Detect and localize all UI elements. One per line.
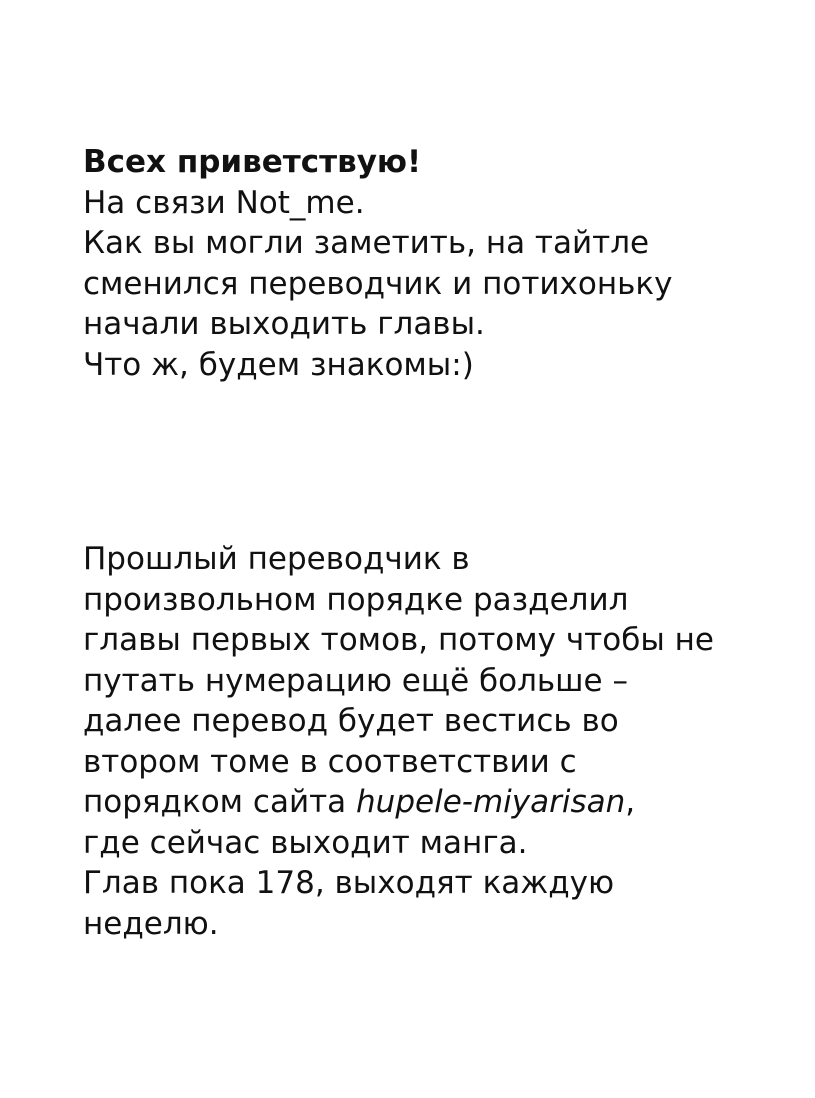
notice-site-name: hupele-miyarisan [356, 784, 626, 820]
notice-line: главы первых томов, потому чтобы не [83, 622, 714, 658]
greeting-line: На связи Not_me. [83, 184, 365, 221]
notice-line: произвольном порядке разделил [83, 581, 629, 618]
notice-line: путать нумерацию ещё больше – [83, 662, 628, 699]
notice-line: далее перевод будет вестись во [83, 703, 619, 739]
notice-site-line [83, 782, 783, 823]
notice-line: неделю. [83, 905, 219, 942]
notice-line: где сейчас выходит манга. [83, 824, 528, 861]
greeting-line: начали выходить главы. [83, 306, 485, 342]
greeting-block [83, 142, 783, 385]
notice-site-prefix: порядком сайта [83, 784, 357, 820]
notice-site-suffix: , [625, 784, 636, 820]
notice-line: Прошлый переводчик в [83, 541, 470, 577]
notice-line: Глав пока 178, выходят каждую [83, 865, 615, 901]
greeting-line: Что ж, будем знакомы:) [83, 346, 474, 383]
greeting-line: Как вы могли заметить, на тайтле [83, 225, 650, 261]
greeting-line: сменился переводчик и потихоньку [83, 265, 673, 302]
notice-block [83, 539, 783, 944]
greeting-title: Всех приветствую! [83, 144, 422, 180]
notice-line: втором томе в соответствии с [83, 743, 577, 780]
